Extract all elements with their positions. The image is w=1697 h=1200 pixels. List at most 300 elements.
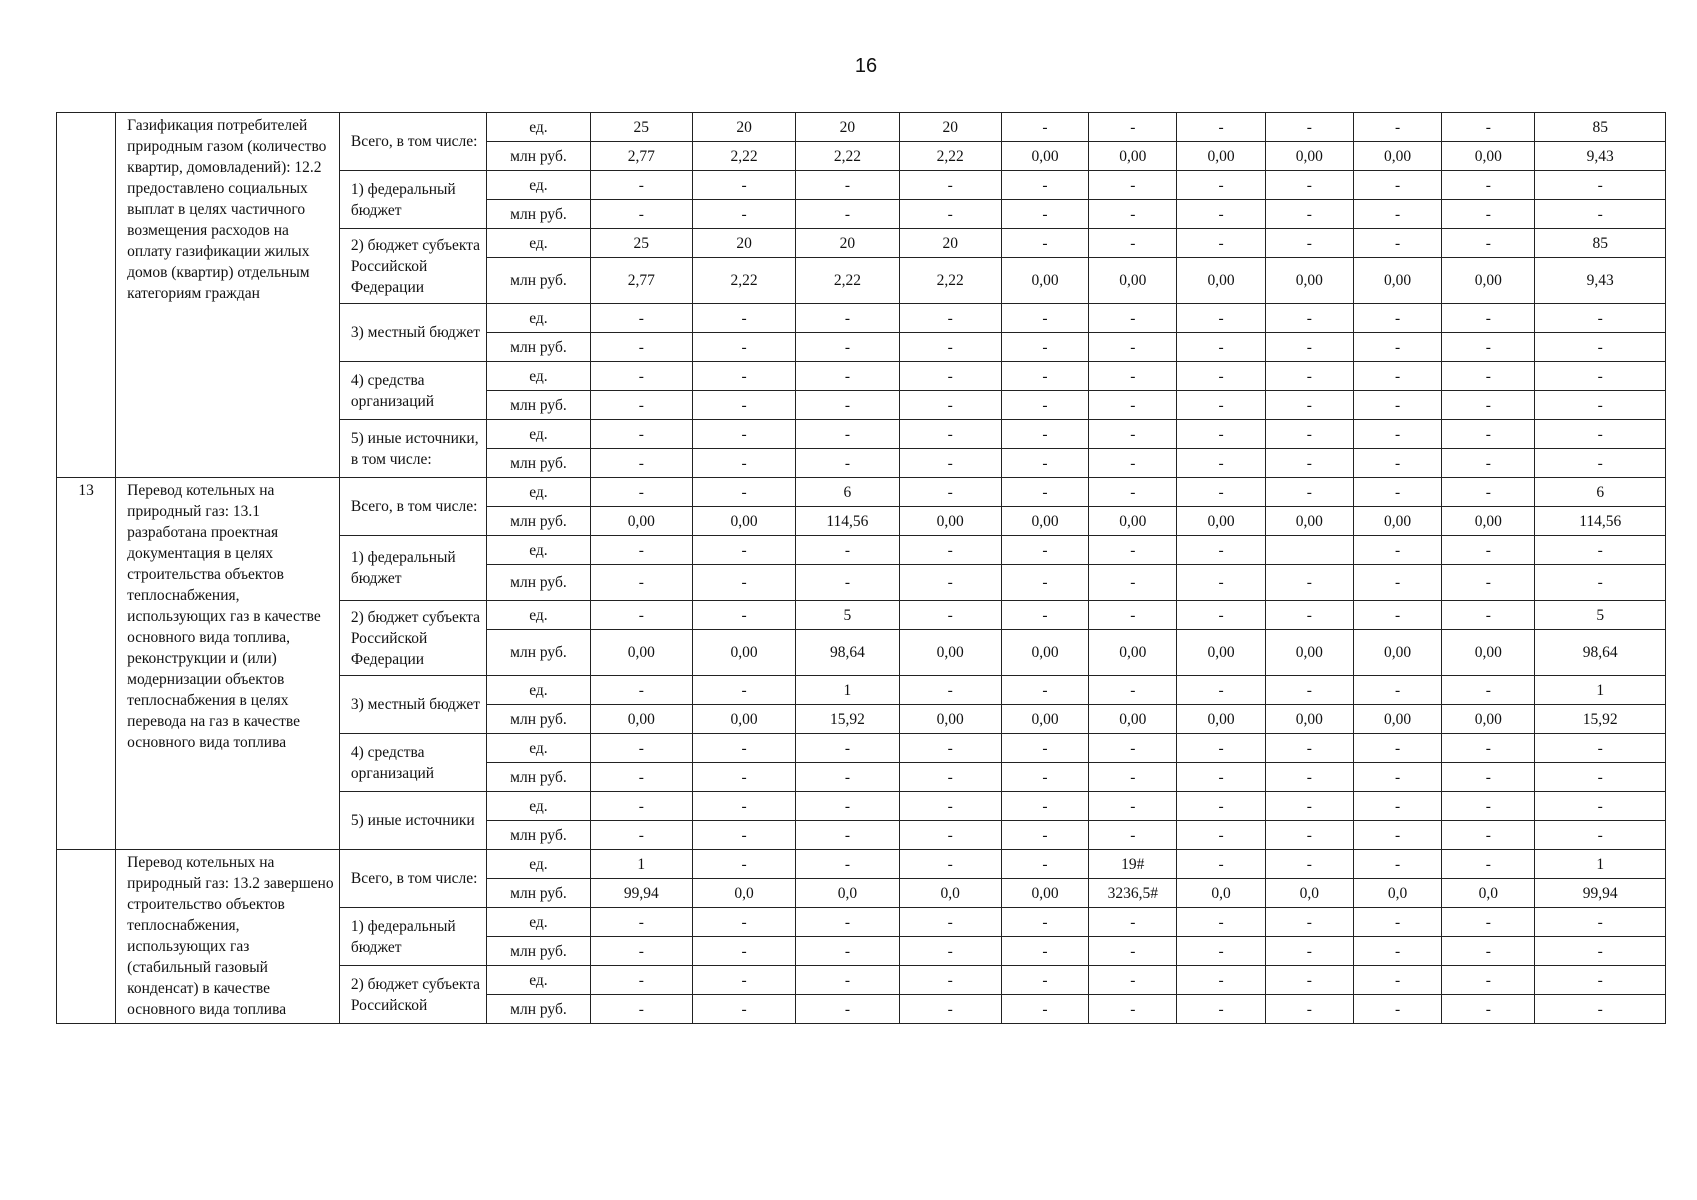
value-cell: 0,00	[1353, 258, 1441, 304]
value-cell: 5	[1535, 601, 1666, 630]
value-cell: -	[1177, 362, 1265, 391]
value-cell: -	[1177, 200, 1265, 229]
value-cell: -	[796, 420, 899, 449]
value-cell: -	[1001, 362, 1088, 391]
value-cell: 0,00	[1265, 630, 1353, 676]
value-cell: 0,00	[1177, 630, 1265, 676]
value-cell: -	[692, 420, 795, 449]
funding-source-cell: 4) средства организаций	[339, 734, 486, 792]
funding-source-cell: Всего, в том числе:	[339, 850, 486, 908]
value-cell: -	[1353, 449, 1441, 478]
value-cell: -	[590, 821, 692, 850]
value-cell: 1	[590, 850, 692, 879]
value-cell: -	[1177, 420, 1265, 449]
value-cell: 20	[796, 229, 899, 258]
value-cell: -	[1089, 995, 1177, 1024]
value-cell: -	[1001, 966, 1088, 995]
value-cell: -	[899, 304, 1001, 333]
value-cell: -	[1535, 449, 1666, 478]
value-cell: -	[692, 449, 795, 478]
value-cell: -	[796, 362, 899, 391]
value-cell: 0,00	[899, 705, 1001, 734]
unit-cell: млн руб.	[487, 763, 590, 792]
value-cell: 0,00	[692, 630, 795, 676]
value-cell: -	[1353, 200, 1441, 229]
value-cell: -	[796, 995, 899, 1024]
value-cell: -	[1089, 763, 1177, 792]
value-cell: -	[796, 171, 899, 200]
value-cell: -	[1442, 304, 1535, 333]
value-cell: -	[1089, 966, 1177, 995]
value-cell: -	[1442, 171, 1535, 200]
value-cell: -	[1265, 449, 1353, 478]
value-cell: -	[1001, 821, 1088, 850]
value-cell: -	[1442, 763, 1535, 792]
value-cell: 0,0	[1265, 879, 1353, 908]
value-cell: -	[796, 937, 899, 966]
value-cell: -	[1353, 821, 1441, 850]
value-cell: 0,00	[1001, 879, 1088, 908]
value-cell: -	[1089, 113, 1177, 142]
value-cell: -	[1177, 676, 1265, 705]
value-cell: -	[1535, 420, 1666, 449]
funding-table	[56, 112, 1666, 1024]
value-cell: -	[1442, 601, 1535, 630]
value-cell: -	[692, 478, 795, 507]
unit-cell: млн руб.	[487, 200, 590, 229]
unit-cell: млн руб.	[487, 879, 590, 908]
value-cell: -	[692, 966, 795, 995]
value-cell: 15,92	[1535, 705, 1666, 734]
value-cell: -	[899, 333, 1001, 362]
value-cell: -	[1353, 601, 1441, 630]
value-cell: 99,94	[590, 879, 692, 908]
value-cell: -	[692, 565, 795, 601]
value-cell: 0,0	[1353, 879, 1441, 908]
value-cell: -	[1353, 676, 1441, 705]
value-cell: -	[1177, 478, 1265, 507]
value-cell: -	[1442, 995, 1535, 1024]
value-cell: -	[1442, 391, 1535, 420]
value-cell: -	[796, 966, 899, 995]
funding-source-cell: 1) федеральный бюджет	[339, 171, 486, 229]
unit-cell: ед.	[487, 966, 590, 995]
value-cell: -	[1265, 966, 1353, 995]
value-cell: -	[899, 966, 1001, 995]
value-cell: -	[590, 565, 692, 601]
value-cell: -	[1535, 391, 1666, 420]
value-cell: -	[899, 821, 1001, 850]
value-cell: -	[692, 995, 795, 1024]
value-cell: 2,22	[899, 142, 1001, 171]
value-cell: 20	[899, 229, 1001, 258]
value-cell: 0,00	[1001, 705, 1088, 734]
value-cell: -	[590, 536, 692, 565]
value-cell: -	[1001, 200, 1088, 229]
value-cell: 114,56	[796, 507, 899, 536]
value-cell: -	[899, 200, 1001, 229]
value-cell: -	[1089, 449, 1177, 478]
value-cell: -	[590, 908, 692, 937]
value-cell: -	[692, 362, 795, 391]
value-cell: -	[899, 565, 1001, 601]
unit-cell: млн руб.	[487, 937, 590, 966]
funding-source-cell: 4) средства организаций	[339, 362, 486, 420]
value-cell: -	[1535, 536, 1666, 565]
value-cell: -	[1265, 304, 1353, 333]
value-cell: -	[796, 333, 899, 362]
funding-source-cell: 2) бюджет субъекта Российской	[339, 966, 486, 1024]
value-cell: 0,0	[796, 879, 899, 908]
value-cell: -	[1177, 391, 1265, 420]
value-cell: -	[899, 362, 1001, 391]
value-cell: -	[1535, 995, 1666, 1024]
value-cell: 1	[1535, 850, 1666, 879]
value-cell: -	[1442, 362, 1535, 391]
value-cell: -	[692, 171, 795, 200]
value-cell: -	[1001, 676, 1088, 705]
value-cell: -	[1265, 995, 1353, 1024]
value-cell: 3236,5#	[1089, 879, 1177, 908]
value-cell: -	[1001, 113, 1088, 142]
value-cell: -	[1442, 908, 1535, 937]
unit-cell: ед.	[487, 792, 590, 821]
value-cell: -	[796, 850, 899, 879]
unit-cell: ед.	[487, 362, 590, 391]
value-cell: 0,00	[1089, 258, 1177, 304]
value-cell: -	[1265, 565, 1353, 601]
value-cell: -	[899, 792, 1001, 821]
value-cell: 0,0	[1442, 879, 1535, 908]
value-cell: -	[1265, 171, 1353, 200]
value-cell: -	[1442, 821, 1535, 850]
value-cell: -	[1353, 362, 1441, 391]
value-cell: -	[1442, 229, 1535, 258]
value-cell: -	[1353, 391, 1441, 420]
value-cell: -	[1265, 333, 1353, 362]
value-cell: -	[1265, 763, 1353, 792]
value-cell: 0,00	[1442, 142, 1535, 171]
value-cell: -	[1089, 333, 1177, 362]
value-cell: -	[899, 763, 1001, 792]
value-cell: -	[1089, 792, 1177, 821]
value-cell: 9,43	[1535, 258, 1666, 304]
value-cell: 0,0	[899, 879, 1001, 908]
value-cell: -	[1442, 200, 1535, 229]
value-cell: -	[1089, 391, 1177, 420]
value-cell: 0,00	[1089, 705, 1177, 734]
value-cell: 25	[590, 113, 692, 142]
value-cell: -	[1265, 821, 1353, 850]
value-cell: 0,00	[1089, 507, 1177, 536]
unit-cell: млн руб.	[487, 507, 590, 536]
description-cell: Перевод котельных на природный газ: 13.1 разработана проектная документация в целях строительства объектов теплоснабжения, использующих газ в качестве основного вида топлива, реконструкции и (или) модернизации объектов теплоснабжения в целях перевода на газ в качестве основного вида топлива	[116, 478, 340, 850]
value-cell: -	[692, 601, 795, 630]
value-cell: -	[590, 449, 692, 478]
value-cell: -	[1535, 171, 1666, 200]
unit-cell: ед.	[487, 601, 590, 630]
funding-source-cell: 2) бюджет субъекта Российской Федерации	[339, 229, 486, 304]
value-cell: -	[1177, 966, 1265, 995]
value-cell: 0,00	[899, 630, 1001, 676]
value-cell: -	[1177, 734, 1265, 763]
unit-cell: млн руб.	[487, 630, 590, 676]
value-cell: -	[796, 908, 899, 937]
value-cell: -	[590, 792, 692, 821]
value-cell: -	[899, 734, 1001, 763]
value-cell: 0,00	[1442, 630, 1535, 676]
value-cell: -	[1442, 966, 1535, 995]
value-cell: -	[1001, 229, 1088, 258]
value-cell: -	[796, 821, 899, 850]
value-cell: -	[1265, 113, 1353, 142]
value-cell: -	[1265, 362, 1353, 391]
value-cell: -	[1177, 908, 1265, 937]
value-cell: -	[1442, 420, 1535, 449]
unit-cell: ед.	[487, 420, 590, 449]
value-cell: -	[796, 200, 899, 229]
value-cell: 98,64	[796, 630, 899, 676]
value-cell: -	[1535, 792, 1666, 821]
value-cell: -	[1353, 229, 1441, 258]
funding-source-cell: 2) бюджет субъекта Российской Федерации	[339, 601, 486, 676]
value-cell: 6	[1535, 478, 1666, 507]
unit-cell: ед.	[487, 229, 590, 258]
value-cell: -	[899, 536, 1001, 565]
value-cell	[1265, 536, 1353, 565]
value-cell: -	[1353, 478, 1441, 507]
value-cell: -	[1089, 565, 1177, 601]
value-cell: -	[1001, 449, 1088, 478]
unit-cell: ед.	[487, 113, 590, 142]
value-cell: -	[692, 763, 795, 792]
value-cell: -	[1001, 850, 1088, 879]
value-cell: 0,00	[1177, 507, 1265, 536]
value-cell: -	[1001, 565, 1088, 601]
value-cell: -	[899, 478, 1001, 507]
value-cell: -	[1442, 449, 1535, 478]
row-number-cell	[57, 850, 116, 1024]
value-cell: 0,00	[1265, 258, 1353, 304]
funding-source-cell: 1) федеральный бюджет	[339, 536, 486, 601]
value-cell: 0,00	[692, 705, 795, 734]
value-cell: 0,00	[899, 507, 1001, 536]
value-cell: -	[1265, 200, 1353, 229]
value-cell: -	[1353, 792, 1441, 821]
value-cell: -	[1535, 763, 1666, 792]
value-cell: -	[1089, 676, 1177, 705]
unit-cell: ед.	[487, 908, 590, 937]
value-cell: 0,00	[590, 705, 692, 734]
unit-cell: ед.	[487, 536, 590, 565]
value-cell: 1	[1535, 676, 1666, 705]
value-cell: -	[1535, 333, 1666, 362]
value-cell: 25	[590, 229, 692, 258]
value-cell: -	[1353, 763, 1441, 792]
value-cell: -	[1001, 536, 1088, 565]
value-cell: -	[1001, 420, 1088, 449]
funding-source-cell: 5) иные источники	[339, 792, 486, 850]
funding-source-cell: Всего, в том числе:	[339, 478, 486, 536]
value-cell: 0,00	[1177, 142, 1265, 171]
value-cell: -	[1001, 734, 1088, 763]
value-cell: 2,22	[796, 142, 899, 171]
value-cell: 6	[796, 478, 899, 507]
value-cell: 0,00	[1001, 630, 1088, 676]
value-cell: -	[1265, 601, 1353, 630]
value-cell: -	[1177, 601, 1265, 630]
value-cell: -	[899, 420, 1001, 449]
value-cell: -	[692, 304, 795, 333]
value-cell: -	[1089, 601, 1177, 630]
value-cell: -	[1442, 937, 1535, 966]
value-cell: -	[1442, 676, 1535, 705]
funding-source-cell: 1) федеральный бюджет	[339, 908, 486, 966]
value-cell: -	[1353, 937, 1441, 966]
value-cell: -	[1089, 821, 1177, 850]
value-cell: 0,00	[1265, 705, 1353, 734]
value-cell: -	[1442, 734, 1535, 763]
value-cell: -	[1353, 850, 1441, 879]
value-cell: -	[1177, 995, 1265, 1024]
unit-cell: ед.	[487, 478, 590, 507]
value-cell: 0,00	[1442, 258, 1535, 304]
value-cell: -	[692, 792, 795, 821]
value-cell: 0,00	[590, 630, 692, 676]
value-cell: 20	[796, 113, 899, 142]
unit-cell: млн руб.	[487, 705, 590, 734]
value-cell: -	[692, 676, 795, 705]
value-cell: -	[1353, 966, 1441, 995]
value-cell: -	[1265, 792, 1353, 821]
unit-cell: млн руб.	[487, 333, 590, 362]
value-cell: -	[1177, 565, 1265, 601]
value-cell: 5	[796, 601, 899, 630]
value-cell: -	[590, 171, 692, 200]
value-cell: -	[1177, 229, 1265, 258]
funding-source-cell: Всего, в том числе:	[339, 113, 486, 171]
value-cell: -	[796, 792, 899, 821]
value-cell: -	[1535, 304, 1666, 333]
value-cell: -	[1353, 536, 1441, 565]
value-cell: -	[1089, 478, 1177, 507]
value-cell: 15,92	[796, 705, 899, 734]
value-cell: -	[1265, 391, 1353, 420]
value-cell: 0,00	[1001, 142, 1088, 171]
value-cell: 0,00	[1265, 142, 1353, 171]
value-cell: 0,00	[1177, 705, 1265, 734]
description-cell: Газификация потребителей природным газом (количество квартир, домовладений): 12.2 предоставлено социальных выплат в целях частичного возмещения расходов на оплату газификации жилых домов (квартир) отдельным категориям граждан	[116, 113, 340, 478]
value-cell: -	[1089, 362, 1177, 391]
value-cell: -	[1177, 171, 1265, 200]
value-cell: -	[899, 449, 1001, 478]
value-cell: -	[1177, 536, 1265, 565]
unit-cell: млн руб.	[487, 995, 590, 1024]
unit-cell: ед.	[487, 676, 590, 705]
value-cell: -	[1265, 850, 1353, 879]
value-cell: -	[1089, 734, 1177, 763]
value-cell: -	[899, 850, 1001, 879]
value-cell: 85	[1535, 113, 1666, 142]
value-cell: -	[796, 734, 899, 763]
value-cell: 0,00	[1265, 507, 1353, 536]
value-cell: 2,22	[692, 258, 795, 304]
value-cell: -	[899, 391, 1001, 420]
value-cell: -	[1442, 333, 1535, 362]
value-cell: -	[1353, 908, 1441, 937]
value-cell: -	[590, 391, 692, 420]
value-cell: -	[1265, 420, 1353, 449]
value-cell: 99,94	[1535, 879, 1666, 908]
value-cell: -	[1265, 734, 1353, 763]
value-cell: 114,56	[1535, 507, 1666, 536]
value-cell: -	[1353, 113, 1441, 142]
value-cell: 0,00	[590, 507, 692, 536]
value-cell: 2,77	[590, 142, 692, 171]
value-cell: -	[796, 536, 899, 565]
value-cell: -	[1177, 333, 1265, 362]
value-cell: -	[1177, 937, 1265, 966]
unit-cell: ед.	[487, 734, 590, 763]
table-row	[57, 478, 1666, 507]
value-cell: 0,00	[1001, 507, 1088, 536]
value-cell: -	[1001, 391, 1088, 420]
unit-cell: млн руб.	[487, 258, 590, 304]
value-cell: -	[899, 937, 1001, 966]
description-cell: Перевод котельных на природный газ: 13.2 завершено строительство объектов теплоснабжения, использующих газ (стабильный газовый конденсат) в качестве основного вида топлива	[116, 850, 340, 1024]
value-cell: -	[1535, 821, 1666, 850]
value-cell: -	[1535, 966, 1666, 995]
value-cell: -	[1089, 908, 1177, 937]
value-cell: -	[1001, 478, 1088, 507]
value-cell: -	[899, 601, 1001, 630]
value-cell: -	[1265, 937, 1353, 966]
value-cell: -	[1535, 937, 1666, 966]
value-cell: 0,00	[1353, 507, 1441, 536]
value-cell: 98,64	[1535, 630, 1666, 676]
funding-source-cell: 3) местный бюджет	[339, 304, 486, 362]
value-cell: -	[1442, 850, 1535, 879]
value-cell: 20	[692, 229, 795, 258]
value-cell: -	[1001, 995, 1088, 1024]
value-cell: -	[590, 304, 692, 333]
value-cell: -	[1001, 304, 1088, 333]
value-cell: -	[590, 734, 692, 763]
value-cell: -	[1177, 763, 1265, 792]
value-cell: -	[1177, 792, 1265, 821]
value-cell: -	[692, 333, 795, 362]
value-cell: -	[1353, 304, 1441, 333]
value-cell: 9,43	[1535, 142, 1666, 171]
value-cell: -	[1001, 333, 1088, 362]
value-cell: -	[1265, 676, 1353, 705]
value-cell: -	[1177, 449, 1265, 478]
value-cell: 0,00	[1353, 142, 1441, 171]
value-cell: 20	[692, 113, 795, 142]
value-cell: -	[1089, 229, 1177, 258]
value-cell: -	[590, 676, 692, 705]
value-cell: -	[590, 601, 692, 630]
value-cell: -	[1353, 420, 1441, 449]
value-cell: -	[1089, 536, 1177, 565]
value-cell: -	[796, 565, 899, 601]
funding-source-cell: 5) иные источники, в том числе:	[339, 420, 486, 478]
value-cell: 1	[796, 676, 899, 705]
value-cell: -	[1442, 113, 1535, 142]
value-cell: -	[590, 420, 692, 449]
page-number: 16	[854, 55, 878, 77]
value-cell: -	[1442, 792, 1535, 821]
